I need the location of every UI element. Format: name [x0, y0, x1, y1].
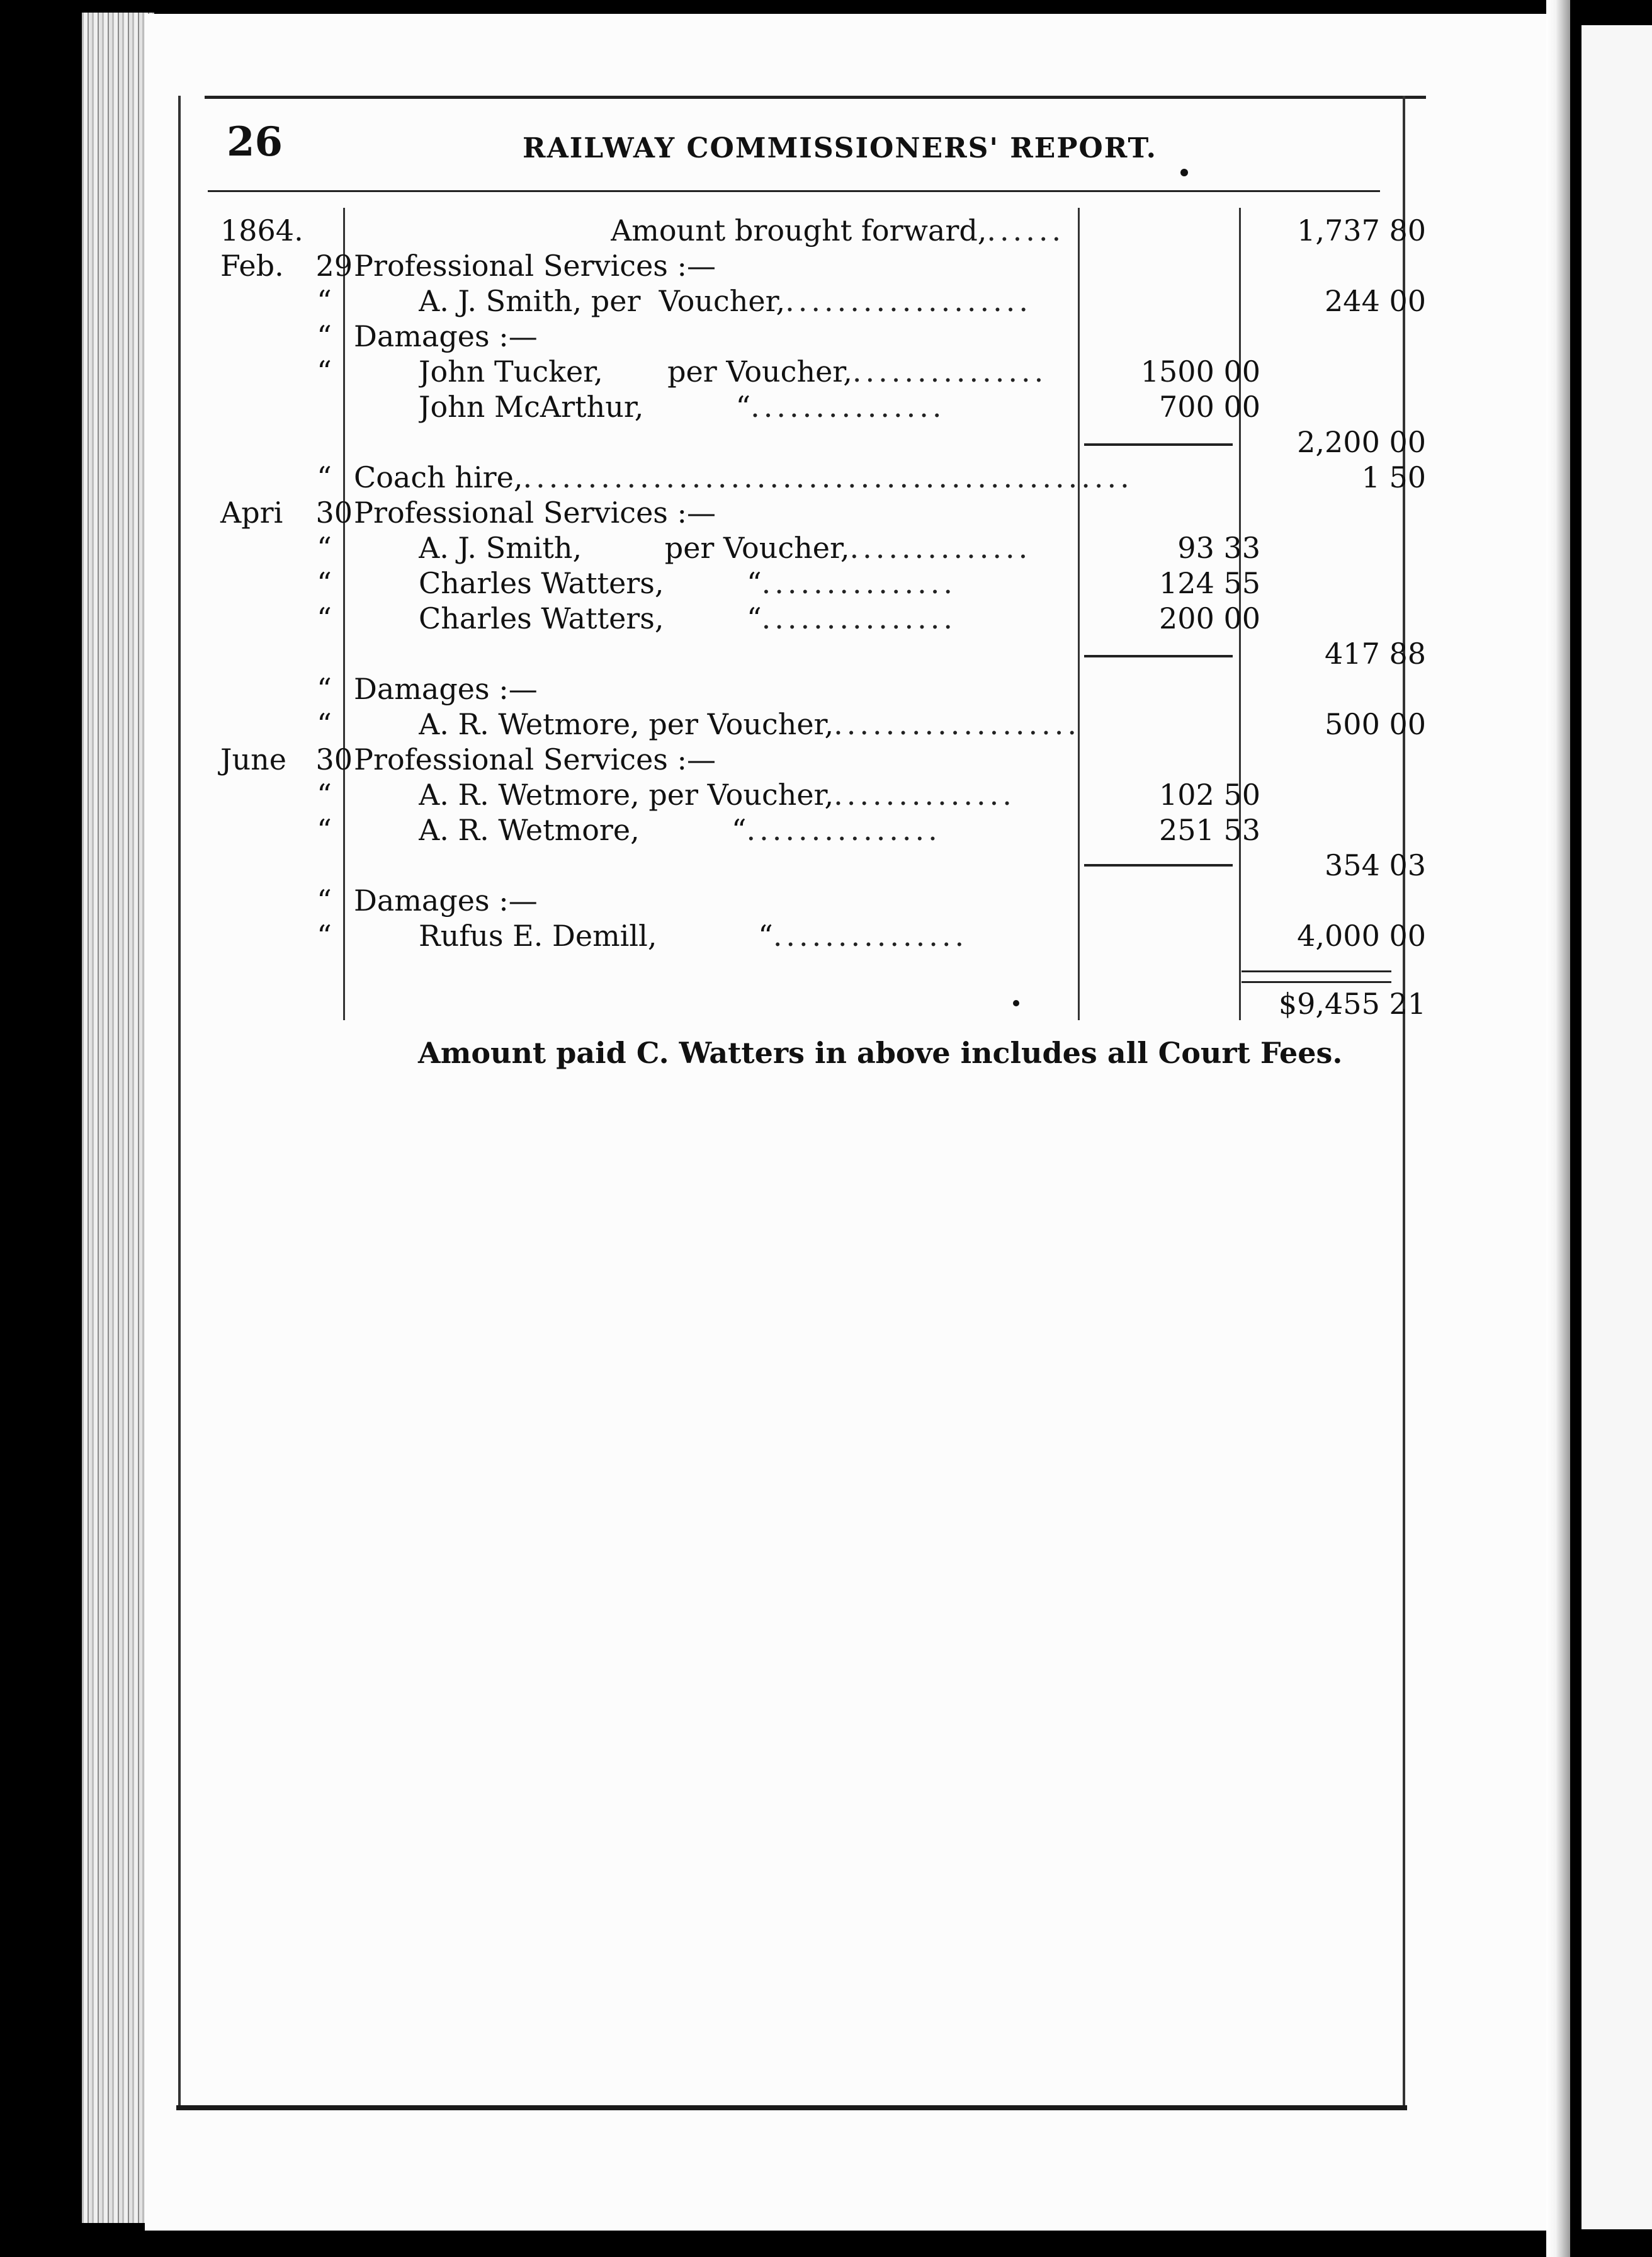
frame-right-rule: [1403, 96, 1405, 2108]
description-text: Damages :—: [354, 672, 538, 706]
total-rule: [1242, 981, 1391, 983]
frame-top-rule: [205, 96, 1426, 99]
ledger-row: [208, 742, 1391, 777]
description-cell: [354, 883, 1279, 918]
description-cell: [419, 707, 1279, 742]
total-rule: [1242, 970, 1391, 972]
ledger-row: [208, 707, 1426, 742]
subtotal-cell: 102 50: [1159, 778, 1260, 812]
subtotal-cell: 700 00: [1159, 390, 1260, 424]
date-month: 1864.: [220, 213, 303, 247]
ledger-row: [208, 460, 1426, 495]
ledger-row: [208, 248, 1391, 283]
date-month: Feb.: [220, 249, 284, 283]
description-cell: [419, 283, 1279, 319]
book-spine: [1546, 0, 1570, 2257]
description-text: A. R. Wetmore, “: [419, 813, 747, 847]
description-text: Professional Services :—: [354, 496, 716, 530]
dot-leader: ...................: [834, 707, 1080, 741]
subtotal-rule: [1084, 655, 1233, 657]
ledger-row: [208, 601, 1391, 636]
ditto-mark: “: [317, 919, 332, 953]
subtotal-cell: 200 00: [1159, 601, 1260, 635]
dot-leader: ...............: [746, 813, 941, 847]
subtotal-cell: 251 53: [1159, 813, 1260, 847]
ledger-row: [208, 319, 1391, 354]
dot-leader: ......: [987, 213, 1065, 247]
date-day: 30: [315, 496, 353, 530]
description-cell: [354, 742, 1279, 777]
description-text: A. R. Wetmore, per Voucher,: [419, 707, 834, 741]
total-cell: 1,737 80: [1297, 213, 1426, 247]
total-cell: 500 00: [1325, 707, 1426, 741]
total-cell: 244 00: [1325, 284, 1426, 318]
description-text: Professional Services :—: [354, 249, 716, 283]
dot-leader: ...............: [852, 355, 1048, 389]
description-text: A. J. Smith, per Voucher,: [419, 284, 786, 318]
date-month: Apri: [220, 496, 283, 530]
ditto-mark: “: [317, 707, 332, 741]
header-rule: [208, 190, 1380, 192]
total-cell: $9,455 21: [1278, 987, 1426, 1021]
total-cell: 1 50: [1361, 460, 1426, 494]
dot-leader: ...................: [785, 284, 1032, 318]
ditto-mark: “: [317, 813, 332, 847]
ditto-mark: “: [317, 884, 332, 918]
subtotal-rule: [1084, 864, 1233, 867]
description-cell: [354, 248, 1279, 283]
ditto-mark: “: [317, 531, 332, 565]
frame-bottom-rule: [176, 2105, 1407, 2110]
ledger-row: [208, 389, 1391, 424]
ditto-mark: “: [317, 778, 332, 812]
ledger-row: [208, 777, 1391, 812]
date-day: 29: [315, 249, 353, 283]
dot-leader: ..............: [834, 778, 1016, 812]
ledger-row: [208, 495, 1391, 530]
dot-leader: ...............: [761, 601, 956, 635]
ink-speck: [1180, 169, 1188, 176]
dot-leader: ...............: [761, 566, 956, 600]
dot-leader: ...............................................: [523, 460, 1133, 494]
description-cell: [354, 319, 1279, 354]
total-cell: 4,000 00: [1297, 919, 1426, 953]
ledger-row: [208, 283, 1426, 319]
description-text: Charles Watters, “: [419, 601, 762, 635]
ditto-mark: “: [317, 460, 332, 494]
page-number: 26: [227, 118, 283, 166]
description-text: Professional Services :—: [354, 742, 716, 776]
description-cell: [354, 460, 1279, 495]
dot-leader: ..............: [849, 531, 1032, 565]
ditto-mark: “: [317, 355, 332, 389]
running-head: RAILWAY COMMISSIONERS' REPORT.: [523, 132, 1157, 164]
ledger-row: [208, 424, 1426, 460]
ledger-row: [208, 530, 1391, 566]
total-cell: 354 03: [1325, 848, 1426, 882]
ledger-row: [208, 986, 1426, 1021]
description-cell: [419, 918, 1279, 953]
date-month: June: [220, 742, 286, 776]
description-text: A. R. Wetmore, per Voucher,: [419, 778, 834, 812]
ditto-mark: “: [317, 672, 332, 706]
ledger-row: [208, 566, 1391, 601]
page-edge-stack: [82, 13, 154, 2223]
footnote: Amount paid C. Watters in above includes all Court Fees.: [418, 1036, 1343, 1070]
subtotal-cell: 93 33: [1177, 531, 1260, 565]
ledger-row: [208, 213, 1426, 248]
description-text: Damages :—: [354, 319, 538, 353]
total-cell: 417 88: [1325, 637, 1426, 671]
ledger-row: [208, 883, 1391, 918]
ditto-mark: “: [317, 566, 332, 600]
facing-page: [1581, 25, 1652, 2229]
subtotal-cell: 124 55: [1159, 566, 1260, 600]
description-text: A. J. Smith, per Voucher,: [419, 531, 850, 565]
description-text: John Tucker, per Voucher,: [419, 355, 852, 389]
description-text: Amount brought forward,: [611, 213, 987, 247]
description-text: Charles Watters, “: [419, 566, 762, 600]
description-text: Coach hire,: [354, 460, 523, 494]
ditto-mark: “: [317, 319, 332, 353]
subtotal-cell: 1500 00: [1140, 355, 1260, 389]
date-day: 30: [315, 742, 353, 776]
description-cell: [354, 495, 1279, 530]
description-text: John McArthur, “: [419, 390, 751, 424]
ditto-mark: “: [317, 284, 332, 318]
ledger-row: [208, 812, 1391, 848]
dot-leader: ...............: [750, 390, 946, 424]
total-cell: 2,200 00: [1297, 425, 1426, 459]
description-text: Damages :—: [354, 884, 538, 918]
subtotal-rule: [1084, 443, 1233, 446]
ditto-mark: “: [317, 601, 332, 635]
ledger-row: [208, 671, 1391, 707]
description-text: Rufus E. Demill, “: [419, 919, 773, 953]
description-cell: [354, 671, 1279, 707]
ledger-row: [208, 636, 1426, 671]
ink-speck: [1013, 1000, 1019, 1006]
ledger-row: [208, 354, 1391, 389]
ledger-row: [208, 918, 1426, 953]
dot-leader: ...............: [772, 919, 968, 953]
frame-left-rule: [178, 96, 181, 2108]
